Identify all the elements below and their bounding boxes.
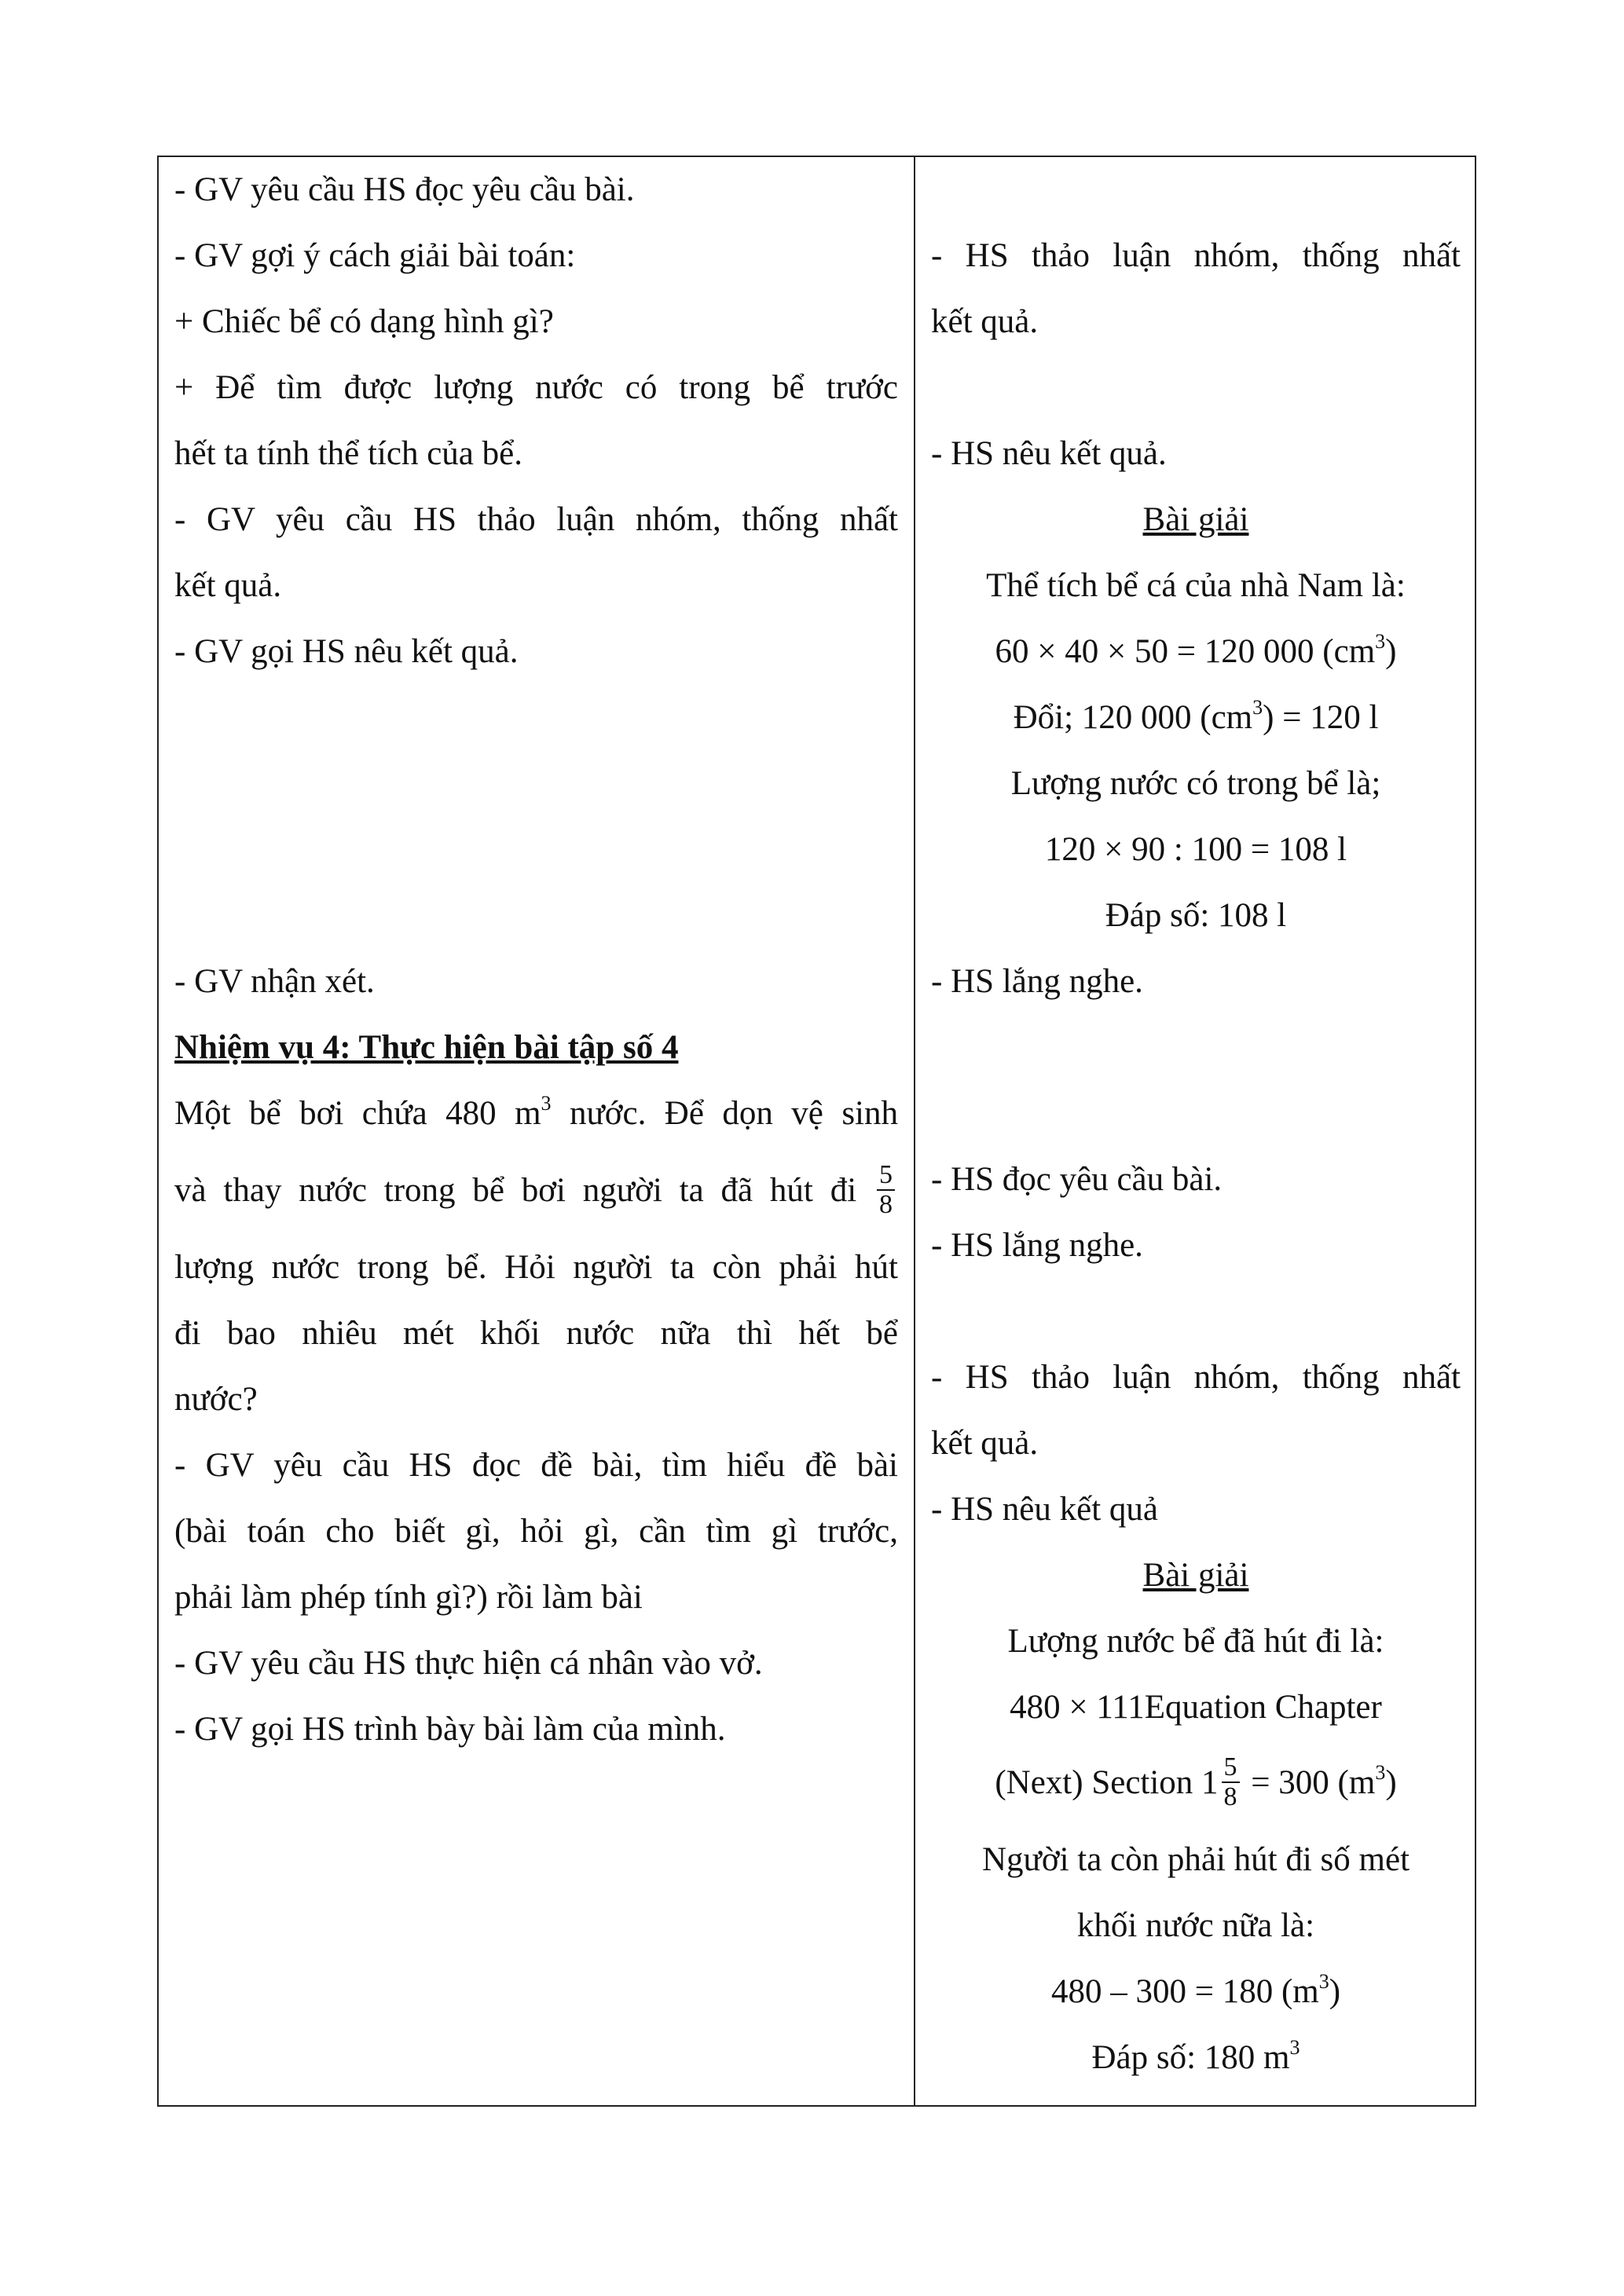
text-line: - HS đọc yêu cầu bài. — [931, 1161, 1223, 1198]
solution-answer: Đáp số: 108 l — [1105, 897, 1287, 934]
fraction-denominator: 8 — [1223, 1782, 1237, 1812]
problem-text: và thay nước trong bể bơi người ta đã hút đi — [174, 1172, 857, 1209]
text-line: - GV yêu cầu HS thảo luận nhóm, thống nhất — [174, 501, 898, 538]
text-line: - GV yêu cầu HS thực hiện cá nhân vào vở. — [174, 1645, 763, 1682]
superscript: 3 — [1375, 630, 1386, 653]
solution-title-text: Bài giải — [1142, 1557, 1249, 1594]
solution-line — [931, 619, 1461, 685]
fraction — [1222, 1753, 1240, 1811]
text-line: kết quả. — [174, 567, 282, 604]
solution-line — [931, 1739, 1461, 1827]
lesson-table — [157, 156, 1476, 2107]
teacher-activities-column — [159, 157, 914, 2105]
solution-line: khối nước nữa là: — [1076, 1907, 1315, 1944]
solution-line — [931, 1959, 1461, 2025]
text-line: + Chiếc bể có dạng hình gì? — [174, 303, 554, 340]
text-line: - GV gọi HS trình bày bài làm của mình. — [174, 1711, 726, 1748]
text-line: - HS lắng nghe. — [931, 963, 1143, 1000]
problem-text: nước. Để dọn vệ sinh — [551, 1095, 898, 1132]
text-line: - GV nhận xét. — [174, 963, 375, 1000]
solution-answer — [931, 2025, 1461, 2091]
fraction-numerator: 5 — [1222, 1753, 1240, 1783]
fraction-denominator: 8 — [879, 1190, 893, 1220]
solution-line: Thể tích bể cá của nhà Nam là: — [986, 567, 1406, 604]
solution-text: Đáp số: 180 m — [1091, 2039, 1290, 2076]
text-line: hết ta tính thể tích của bể. — [174, 435, 522, 472]
superscript: 3 — [1375, 1761, 1386, 1784]
solution-line: 480 × 111Equation Chapter — [1010, 1689, 1382, 1726]
fraction-numerator: 5 — [877, 1161, 895, 1191]
text-line: kết quả. — [931, 303, 1039, 340]
problem-line: đi bao nhiêu mét khối nước nữa thì hết bể — [174, 1315, 898, 1352]
superscript: 3 — [1252, 696, 1263, 719]
problem-line — [174, 1081, 898, 1147]
solution-text: 60 × 40 × 50 = 120 000 (cm — [995, 633, 1376, 670]
solution-text: (Next) Section 1 — [995, 1764, 1219, 1801]
problem-text: Một bể bơi chứa 480 m — [174, 1095, 541, 1132]
text-line: - HS nêu kết quả — [931, 1491, 1158, 1528]
solution-line: Lượng nước có trong bể là; — [1010, 765, 1381, 802]
text-line: - HS lắng nghe. — [931, 1227, 1143, 1264]
text-line: - HS nêu kết quả. — [931, 435, 1167, 472]
student-activities-column — [915, 157, 1476, 2105]
problem-line: lượng nước trong bể. Hỏi người ta còn phải hút — [174, 1249, 898, 1286]
solution-line: 120 × 90 : 100 = 108 l — [1044, 831, 1347, 868]
text-line: - HS thảo luận nhóm, thống nhất — [931, 237, 1461, 274]
solution-text: = 300 (m — [1242, 1764, 1376, 1801]
text-line: - GV yêu cầu HS đọc đề bài, tìm hiểu đề bài — [174, 1447, 898, 1484]
text-line: phải làm phép tính gì?) rồi làm bài — [174, 1579, 643, 1616]
solution-line: Người ta còn phải hút đi số mét — [981, 1841, 1410, 1878]
solution-text: ) — [1385, 633, 1397, 670]
text-line: kết quả. — [931, 1425, 1039, 1462]
fraction — [877, 1161, 895, 1219]
text-line: + Để tìm được lượng nước có trong bể trước — [174, 369, 898, 406]
problem-line — [174, 1147, 898, 1235]
solution-title — [931, 487, 1461, 553]
text-line: - GV gọi HS nêu kết quả. — [174, 633, 519, 670]
text-line: - GV gợi ý cách giải bài toán: — [174, 237, 576, 274]
problem-line: nước? — [174, 1381, 258, 1418]
solution-line — [931, 685, 1461, 751]
solution-text: ) — [1385, 1764, 1397, 1801]
superscript: 3 — [1318, 1970, 1329, 1993]
superscript: 3 — [541, 1092, 552, 1115]
text-line: - HS thảo luận nhóm, thống nhất — [931, 1359, 1461, 1396]
solution-title — [931, 1543, 1461, 1609]
text-line: (bài toán cho biết gì, hỏi gì, cần tìm gì trước, — [174, 1513, 898, 1550]
text-line: - GV yêu cầu HS đọc yêu cầu bài. — [174, 171, 635, 208]
solution-title-text: Bài giải — [1142, 501, 1249, 538]
solution-line: Lượng nước bể đã hút đi là: — [1007, 1623, 1384, 1660]
solution-text: 480 – 300 = 180 (m — [1050, 1973, 1319, 2010]
solution-text: Đổi; 120 000 (cm — [1013, 699, 1253, 736]
task-heading: Nhiệm vụ 4: Thực hiện bài tập số 4 — [174, 1029, 679, 1066]
superscript: 3 — [1289, 2036, 1300, 2059]
solution-text: ) = 120 l — [1263, 699, 1379, 736]
solution-text: ) — [1329, 1973, 1341, 2010]
